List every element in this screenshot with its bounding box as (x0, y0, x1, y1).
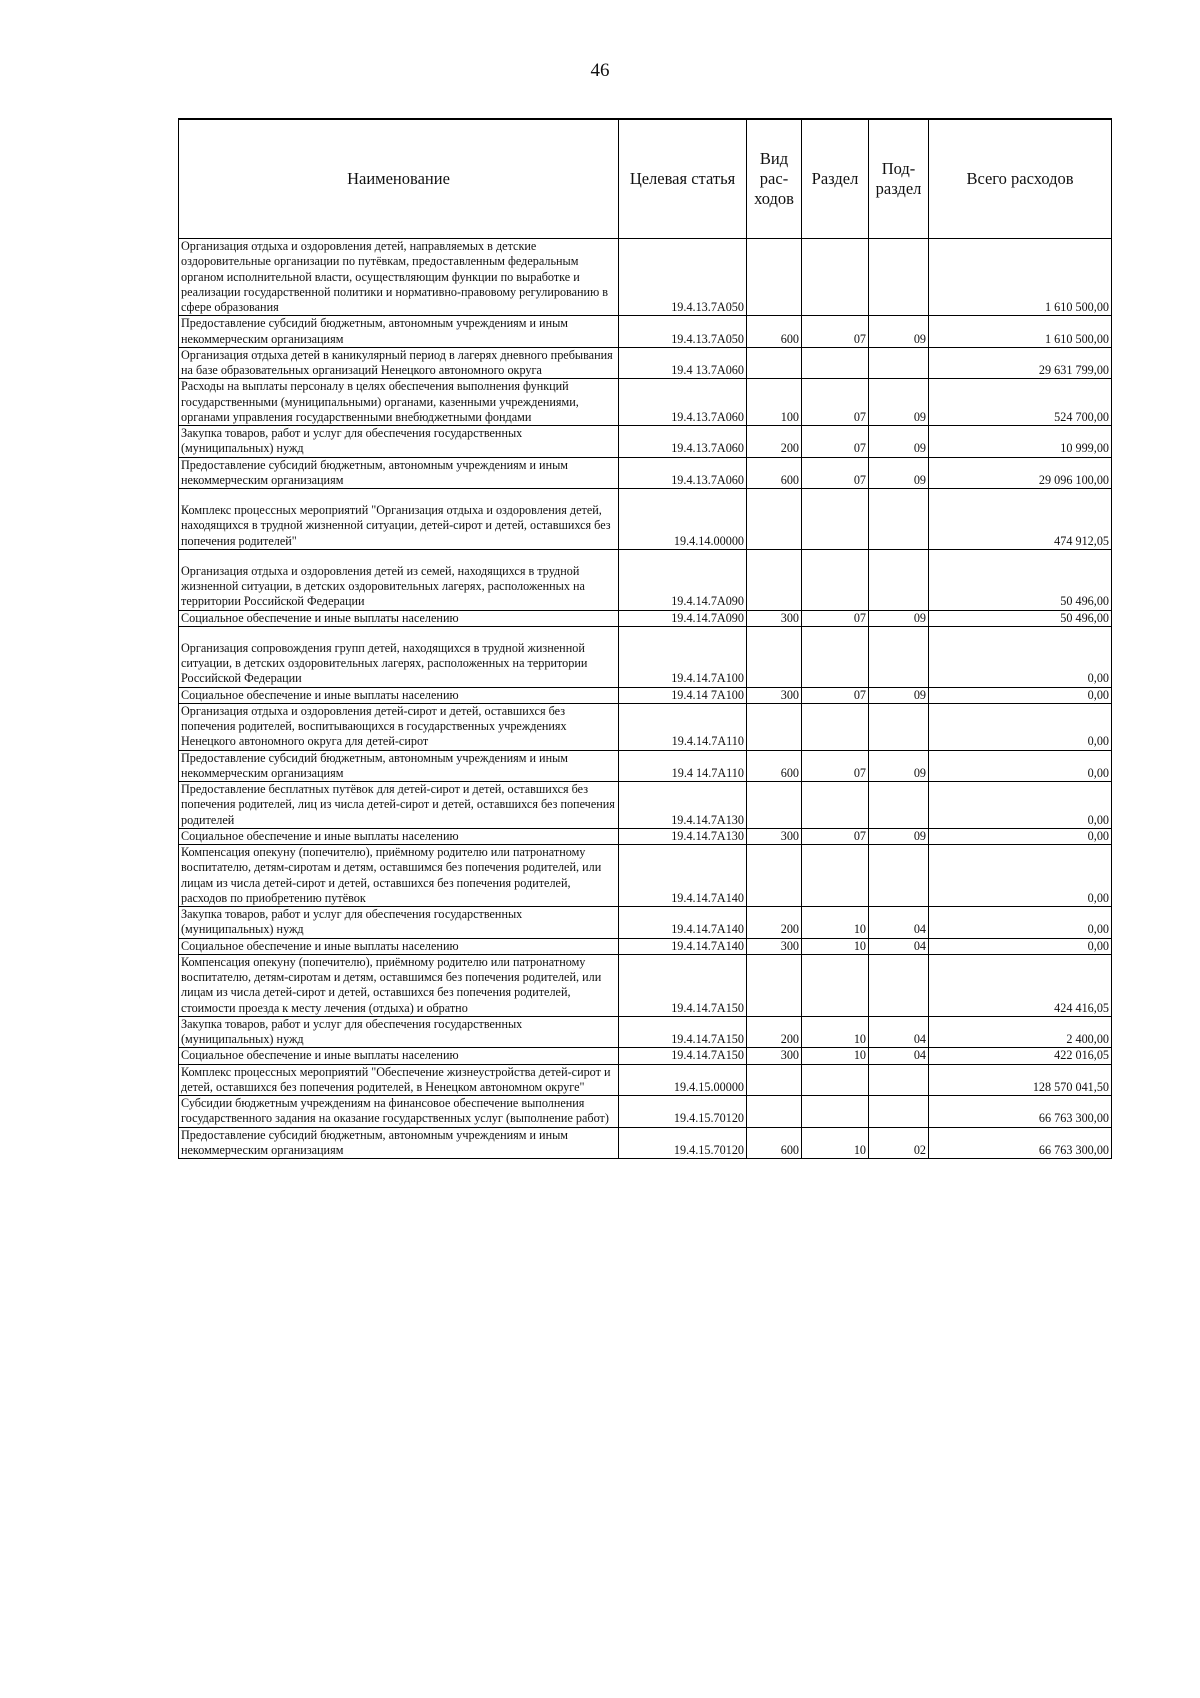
row-name-text: Предоставление субсидий бюджетным, автономным учреждениям и иным некоммерческим организациям (181, 1127, 568, 1157)
row-subsection (869, 610, 929, 626)
row-total (929, 549, 1112, 610)
row-total-text: 10 999,00 (1060, 441, 1109, 456)
table-row (179, 828, 1112, 844)
row-total (929, 828, 1112, 844)
row-subsection-text: 02 (913, 1142, 926, 1157)
row-article-text: 19.4.14.7А090 (671, 594, 744, 609)
row-article-text: 19.4.15.70120 (673, 1142, 744, 1157)
row-total (929, 1127, 1112, 1159)
row-article-text: 19.4.14.7А090 (671, 610, 744, 625)
row-name-text: Комплекс процессных мероприятий "Организация отдыха и оздоровления детей, находящихся в трудной жизненной ситуации, детей-сирот и детей, оставшихся без попечения родителей" (181, 503, 611, 548)
row-section-text: 10 (853, 938, 866, 953)
row-kind (747, 907, 802, 939)
row-name-text: Организация сопровождения групп детей, находящихся в трудной жизненной ситуации, в детских оздоровительных лагерях, расположенных на территории Российской Федерации (181, 640, 588, 686)
table-row (179, 782, 1112, 829)
row-section (802, 1096, 869, 1128)
table-row (179, 1016, 1112, 1048)
row-section (802, 938, 869, 954)
row-total-text: 66 763 300,00 (1038, 1111, 1109, 1126)
row-article (619, 703, 747, 750)
row-article-text: 19.4.14.7А150 (671, 1032, 744, 1046)
row-total-text: 66 763 300,00 (1038, 1142, 1109, 1157)
row-name (179, 549, 619, 610)
row-article (619, 457, 747, 489)
row-total-text: 0,00 (1087, 765, 1109, 780)
row-article-text: 19.4.14.7А150 (671, 1000, 744, 1015)
row-article (619, 610, 747, 626)
row-section-text: 07 (853, 409, 866, 424)
row-total-text: 474 912,05 (1054, 533, 1109, 548)
row-total (929, 782, 1112, 829)
row-total (929, 938, 1112, 954)
row-section (802, 750, 869, 782)
row-article (619, 782, 747, 829)
row-subsection (869, 907, 929, 939)
row-article-text: 19.4 14.7А110 (671, 765, 744, 780)
row-name-text: Организация отдыха и оздоровления детей-сирот и детей, оставшихся без попечения родителей, воспитывающихся в государственных учреждениях Ненецкого автономного округа для детей-сирот (181, 703, 567, 749)
row-name-text: Расходы на выплаты персоналу в целях обеспечения выполнения функций государственными (муниципальными) органами, казенными учреждениями, органами управления государственными внебюджетными фондами (181, 379, 579, 424)
row-article (619, 379, 747, 426)
row-article-text: 19.4.15.00000 (673, 1079, 744, 1094)
row-name-text: Социальное обеспечение и иные выплаты населению (181, 1048, 459, 1063)
row-article-text: 19.4 13.7А060 (671, 363, 744, 377)
row-name (179, 347, 619, 379)
row-subsection-text: 09 (913, 441, 926, 456)
row-total-text: 29 096 100,00 (1038, 472, 1109, 487)
row-article (619, 489, 747, 550)
row-kind (747, 549, 802, 610)
row-article (619, 1016, 747, 1048)
row-section-text: 10 (853, 1142, 866, 1157)
row-kind-text: 200 (780, 441, 799, 456)
row-article (619, 750, 747, 782)
row-name (179, 782, 619, 829)
row-article (619, 828, 747, 844)
row-name (179, 379, 619, 426)
row-article-text: 19.4.14 7А100 (671, 687, 744, 702)
row-subsection (869, 1016, 929, 1048)
row-total (929, 1048, 1112, 1064)
row-article-text: 19.4.15.70120 (673, 1111, 744, 1126)
row-section (802, 1127, 869, 1159)
table-header-row (179, 119, 1112, 239)
row-subsection-text: 09 (913, 409, 926, 424)
row-article-text: 19.4.13.7А050 (671, 300, 744, 314)
row-subsection-text: 04 (913, 1032, 926, 1046)
row-subsection (869, 1127, 929, 1159)
row-subsection-text: 04 (913, 938, 926, 953)
row-kind (747, 938, 802, 954)
header-total: Всего расходов (929, 119, 1112, 239)
header-section: Раздел (802, 119, 869, 239)
header-article: Целевая статья (619, 119, 747, 239)
row-subsection (869, 316, 929, 348)
row-kind (747, 845, 802, 907)
row-kind (747, 239, 802, 316)
row-article-text: 19.4.13.7А060 (671, 409, 744, 424)
table-row (179, 457, 1112, 489)
row-total (929, 489, 1112, 550)
row-kind (747, 1096, 802, 1128)
row-kind (747, 316, 802, 348)
row-subsection (869, 703, 929, 750)
row-name (179, 457, 619, 489)
row-kind-text: 200 (780, 922, 799, 937)
row-name-text: Предоставление бесплатных путёвок для детей-сирот и детей, оставшихся без попечения родителей, лиц из числа детей-сирот и детей, оставшихся без попечения родителей (181, 782, 615, 827)
row-kind (747, 1064, 802, 1096)
row-total-text: 0,00 (1087, 671, 1109, 686)
row-name (179, 626, 619, 687)
table-row (179, 347, 1112, 379)
row-subsection (869, 845, 929, 907)
row-subsection (869, 954, 929, 1016)
table-row (179, 954, 1112, 1016)
row-section-text: 07 (853, 331, 866, 346)
row-name (179, 907, 619, 939)
row-total-text: 50 496,00 (1060, 610, 1109, 625)
row-subsection (869, 347, 929, 379)
row-subsection (869, 938, 929, 954)
row-name-text: Субсидии бюджетным учреждениям на финансовое обеспечение выполнения государственного задания на оказание государственных услуг (выполнение работ) (181, 1096, 609, 1126)
row-name (179, 687, 619, 703)
table-row (179, 610, 1112, 626)
row-article (619, 938, 747, 954)
row-kind-text: 300 (780, 828, 799, 843)
table-row (179, 845, 1112, 907)
row-name (179, 316, 619, 348)
table-row (179, 750, 1112, 782)
row-article (619, 626, 747, 687)
row-total (929, 379, 1112, 426)
row-total (929, 1096, 1112, 1128)
row-section (802, 703, 869, 750)
row-total-text: 29 631 799,00 (1038, 363, 1109, 377)
row-kind (747, 954, 802, 1016)
row-kind (747, 457, 802, 489)
row-section (802, 907, 869, 939)
row-article (619, 347, 747, 379)
table-row (179, 1127, 1112, 1159)
row-article-text: 19.4.14.7А140 (671, 922, 744, 937)
row-kind (747, 379, 802, 426)
row-name-text: Социальное обеспечение и иные выплаты населению (181, 938, 459, 953)
row-name (179, 938, 619, 954)
row-subsection-text: 04 (913, 922, 926, 937)
row-article (619, 239, 747, 316)
row-name (179, 703, 619, 750)
row-kind (747, 1127, 802, 1159)
row-section (802, 489, 869, 550)
row-article-text: 19.4.14.7А130 (671, 812, 744, 827)
row-kind-text: 100 (780, 409, 799, 424)
row-subsection (869, 379, 929, 426)
row-total-text: 1 610 500,00 (1045, 331, 1109, 346)
row-section-text: 07 (853, 687, 866, 702)
row-section (802, 782, 869, 829)
row-kind-text: 600 (780, 472, 799, 487)
row-total-text: 524 700,00 (1054, 409, 1109, 424)
row-name-text: Комплекс процессных мероприятий "Обеспечение жизнеустройства детей-сирот и детей, оставшихся без попечения родителей, в Ненецком автономном округе" (181, 1064, 611, 1094)
row-subsection (869, 426, 929, 458)
row-subsection (869, 239, 929, 316)
table-row (179, 1096, 1112, 1128)
row-name-text: Организация отдыха и оздоровления детей, направляемых в детские оздоровительные организации по путёвкам, предоставленным федеральным органом исполнительной власти, осуществляющим функции по выработке и реализации государственной политики и нормативно-правовому регулированию в сфере образования (181, 239, 608, 314)
row-total (929, 687, 1112, 703)
row-section-text: 10 (853, 1032, 866, 1046)
row-article-text: 19.4.14.7А140 (671, 890, 744, 905)
row-article (619, 845, 747, 907)
row-total (929, 457, 1112, 489)
table-row (179, 426, 1112, 458)
row-total (929, 907, 1112, 939)
row-article (619, 1064, 747, 1096)
table-body (179, 239, 1112, 1159)
table-row (179, 687, 1112, 703)
row-article (619, 1127, 747, 1159)
row-subsection (869, 1048, 929, 1064)
row-name-text: Предоставление субсидий бюджетным, автономным учреждениям и иным некоммерческим организациям (181, 750, 568, 780)
row-name (179, 489, 619, 550)
table-row (179, 549, 1112, 610)
row-kind-text: 600 (780, 1142, 799, 1157)
row-article (619, 687, 747, 703)
row-section (802, 954, 869, 1016)
row-article (619, 1096, 747, 1128)
row-name (179, 1127, 619, 1159)
row-section (802, 239, 869, 316)
row-subsection-text: 09 (913, 687, 926, 702)
row-total (929, 347, 1112, 379)
row-kind (747, 703, 802, 750)
row-spacer (181, 489, 616, 503)
row-article (619, 1048, 747, 1064)
row-name-text: Предоставление субсидий бюджетным, автономным учреждениям и иным некоммерческим организациям (181, 457, 568, 487)
row-kind-text: 300 (780, 1048, 799, 1063)
row-section-text: 10 (853, 1048, 866, 1063)
row-subsection-text: 09 (913, 331, 926, 346)
row-total (929, 426, 1112, 458)
row-section-text: 07 (853, 472, 866, 487)
row-total-text: 424 416,05 (1054, 1000, 1109, 1015)
row-subsection (869, 457, 929, 489)
row-name (179, 426, 619, 458)
table-row (179, 489, 1112, 550)
row-section (802, 457, 869, 489)
row-name-text: Предоставление субсидий бюджетным, автономным учреждениям и иным некоммерческим организациям (181, 316, 568, 346)
row-subsection (869, 1064, 929, 1096)
table-row (179, 1064, 1112, 1096)
header-kind: Вид рас-ходов (747, 119, 802, 239)
row-kind (747, 489, 802, 550)
row-section (802, 426, 869, 458)
row-kind (747, 828, 802, 844)
row-total (929, 1064, 1112, 1096)
row-name-text: Социальное обеспечение и иные выплаты населению (181, 610, 459, 625)
header-subsection: Под-раздел (869, 119, 929, 239)
row-total (929, 610, 1112, 626)
row-total-text: 1 610 500,00 (1045, 300, 1109, 314)
row-total (929, 750, 1112, 782)
row-total (929, 954, 1112, 1016)
row-name-text: Организация отдыха детей в каникулярный период в лагерях дневного пребывания на базе образовательных организаций Ненецкого автономного округа (181, 347, 613, 377)
row-total (929, 1016, 1112, 1048)
row-total-text: 0,00 (1087, 828, 1109, 843)
row-article (619, 954, 747, 1016)
row-article (619, 907, 747, 939)
row-subsection (869, 1096, 929, 1128)
row-section (802, 845, 869, 907)
row-name-text: Социальное обеспечение и иные выплаты населению (181, 687, 459, 702)
row-total-text: 0,00 (1087, 938, 1109, 953)
row-kind (747, 347, 802, 379)
row-total-text: 0,00 (1087, 890, 1109, 905)
row-subsection-text: 09 (913, 828, 926, 843)
row-kind (747, 750, 802, 782)
row-section-text: 10 (853, 922, 866, 937)
table-row (179, 1048, 1112, 1064)
row-name (179, 239, 619, 316)
row-section-text: 07 (853, 765, 866, 780)
row-name (179, 750, 619, 782)
table-row (179, 239, 1112, 316)
table-row (179, 379, 1112, 426)
row-section (802, 1016, 869, 1048)
row-article-text: 19.4.14.7А100 (671, 671, 744, 686)
row-kind-text: 300 (780, 687, 799, 702)
row-total (929, 316, 1112, 348)
row-kind (747, 1048, 802, 1064)
row-total-text: 0,00 (1087, 687, 1109, 702)
row-article (619, 316, 747, 348)
row-kind (747, 782, 802, 829)
row-section-text: 07 (853, 441, 866, 456)
row-kind (747, 426, 802, 458)
row-spacer (181, 550, 616, 564)
row-name-text: Компенсация опекуну (попечителю), приёмному родителю или патронатному воспитателю, детям-сиротам и детям, оставшимся без попечения родителей, или лицам из числа детей-сирот и детей, оставшихся без попечения родителей, стоимости проезда к месту лечения (отдыха) и обратно (181, 954, 602, 1015)
row-total (929, 703, 1112, 750)
header-name: Наименование (179, 119, 619, 239)
row-subsection-text: 09 (913, 610, 926, 625)
table-row (179, 907, 1112, 939)
row-total-text: 0,00 (1087, 812, 1109, 827)
row-kind (747, 626, 802, 687)
row-kind-text: 300 (780, 938, 799, 953)
row-name-text: Компенсация опекуну (попечителю), приёмному родителю или патронатному воспитателю, детям-сиротам и детям, оставшимся без попечения родителей, или лицам из числа детей-сирот и детей, оставшихся без попечения родителей, расходов по приобретению путёвок (181, 845, 602, 905)
row-total (929, 239, 1112, 316)
row-kind-text: 300 (780, 610, 799, 625)
row-article-text: 19.4.14.7А110 (671, 734, 744, 749)
row-name-text: Организация отдыха и оздоровления детей из семей, находящихся в трудной жизненной ситуации, в детских оздоровительных лагерях, расположенных на территории Российской Федерации (181, 563, 585, 609)
row-total-text: 50 496,00 (1060, 594, 1109, 609)
row-name-text: Закупка товаров, работ и услуг для обеспечения государственных (муниципальных) нужд (181, 1016, 523, 1046)
row-subsection (869, 549, 929, 610)
budget-table (178, 118, 1112, 1159)
row-subsection (869, 828, 929, 844)
row-total-text: 422 016,05 (1054, 1048, 1109, 1063)
row-section (802, 549, 869, 610)
page-number: 46 (590, 60, 610, 81)
table-row (179, 626, 1112, 687)
row-name (179, 610, 619, 626)
table-row (179, 938, 1112, 954)
row-total-text: 0,00 (1087, 922, 1109, 937)
row-kind-text: 200 (780, 1032, 799, 1046)
row-total-text: 128 570 041,50 (1032, 1079, 1109, 1094)
row-name-text: Закупка товаров, работ и услуг для обеспечения государственных (муниципальных) нужд (181, 907, 523, 937)
row-subsection (869, 626, 929, 687)
row-section (802, 1048, 869, 1064)
row-kind (747, 610, 802, 626)
row-section (802, 347, 869, 379)
row-subsection (869, 750, 929, 782)
row-total-text: 2 400,00 (1066, 1032, 1109, 1046)
row-section (802, 316, 869, 348)
row-subsection-text: 09 (913, 472, 926, 487)
row-name (179, 1096, 619, 1128)
row-name (179, 1064, 619, 1096)
row-subsection (869, 782, 929, 829)
row-total-text: 0,00 (1087, 734, 1109, 749)
row-article (619, 549, 747, 610)
row-name-text: Закупка товаров, работ и услуг для обеспечения государственных (муниципальных) нужд (181, 426, 523, 456)
table-row (179, 703, 1112, 750)
row-article-text: 19.4.14.7А150 (671, 1048, 744, 1063)
table-row (179, 316, 1112, 348)
row-name (179, 828, 619, 844)
row-section (802, 610, 869, 626)
row-total (929, 626, 1112, 687)
row-name (179, 954, 619, 1016)
row-name (179, 845, 619, 907)
row-section (802, 687, 869, 703)
row-subsection-text: 04 (913, 1048, 926, 1063)
row-article-text: 19.4.14.7А140 (671, 938, 744, 953)
row-section (802, 626, 869, 687)
row-spacer (181, 627, 616, 641)
row-article-text: 19.4.13.7А050 (671, 331, 744, 346)
row-name (179, 1048, 619, 1064)
row-article (619, 426, 747, 458)
row-name (179, 1016, 619, 1048)
row-section (802, 379, 869, 426)
row-subsection (869, 687, 929, 703)
row-total (929, 845, 1112, 907)
row-section-text: 07 (853, 610, 866, 625)
row-article-text: 19.4.13.7А060 (671, 472, 744, 487)
row-article-text: 19.4.13.7А060 (671, 441, 744, 456)
row-section (802, 828, 869, 844)
row-kind (747, 1016, 802, 1048)
row-article-text: 19.4.14.7А130 (671, 828, 744, 843)
row-article-text: 19.4.14.00000 (673, 533, 744, 548)
row-section-text: 07 (853, 828, 866, 843)
row-name-text: Социальное обеспечение и иные выплаты населению (181, 828, 459, 843)
row-kind-text: 600 (780, 331, 799, 346)
row-section (802, 1064, 869, 1096)
row-kind (747, 687, 802, 703)
row-subsection-text: 09 (913, 765, 926, 780)
row-subsection (869, 489, 929, 550)
row-kind-text: 600 (780, 765, 799, 780)
